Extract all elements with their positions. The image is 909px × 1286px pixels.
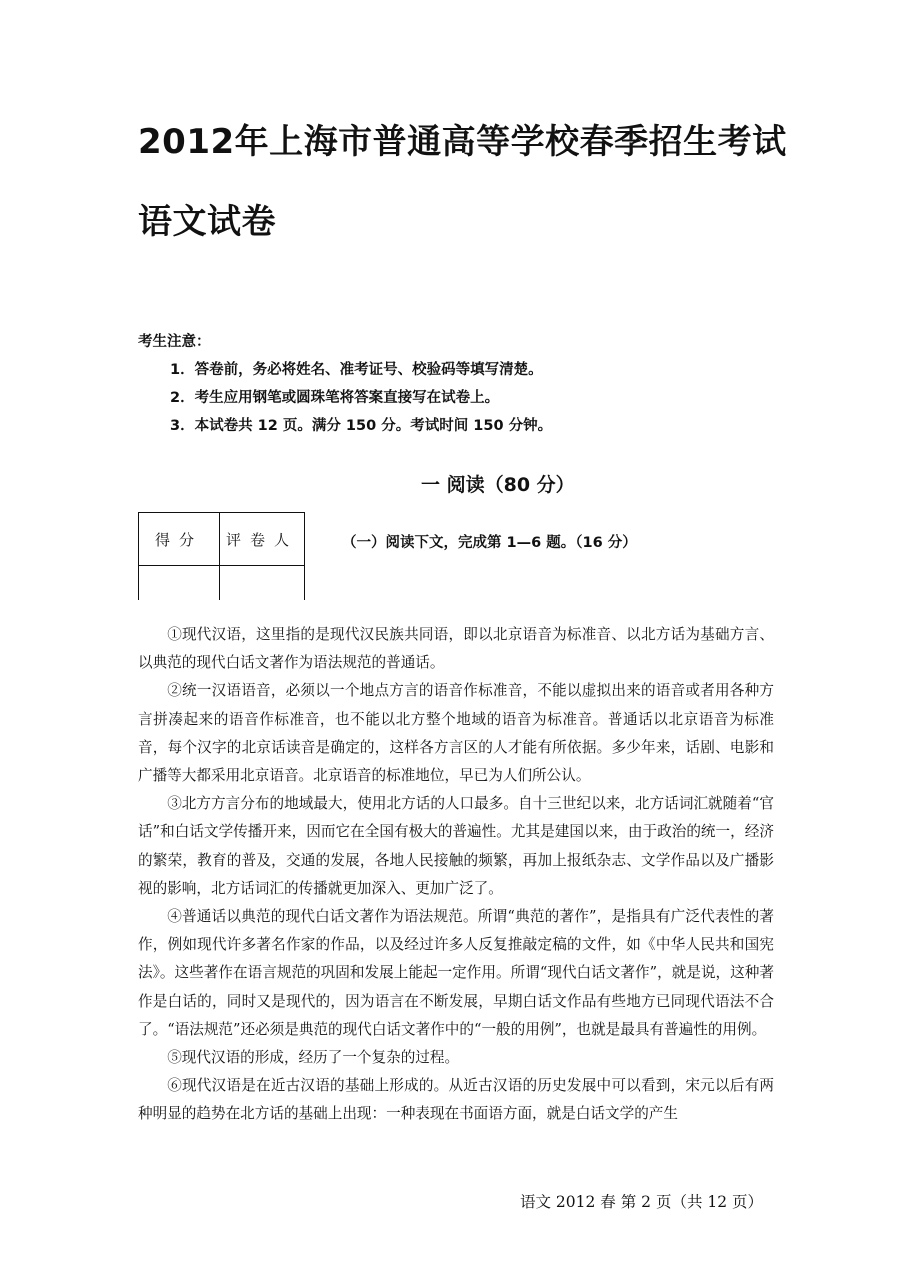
paragraph-4: ④普通话以典范的现代白话文著作为语法规范。所谓“典范的著作”，是指具有广泛代表性的著作，例如现代许多著名作家的作品，以及经过许多人反复推敲定稿的文件，如《中华人民共和国宪法》。这些著作在语言规范的巩固和发展上能起一定作用。所谓“现代白话文著作”，就是说，这种著作是白话的，同时又是现代的，因为语言在不断发展，早期白话文作品有些地方已同现代语法不合了。“语法规范”还必须是典范的现代白话文著作中的“一般的用例”，也就是最具有普遍性的用例。 [138, 908, 774, 1038]
grader-cell[interactable] [220, 566, 305, 601]
section-title: 一 阅读（80 分） [421, 474, 575, 496]
page-footer: 语文 2012 春 第 2 页（共 12 页） [520, 1193, 764, 1211]
paragraph-5: ⑤现代汉语的形成，经历了一个复杂的过程。 [167, 1049, 460, 1067]
notice-heading: 考生注意： [138, 334, 211, 350]
notice-item-1: 1．答卷前，务必将姓名、准考证号、校验码等填写清楚。 [170, 362, 543, 378]
paragraph-6: ⑥现代汉语是在近古汉语的基础上形成的。从近古汉语的历史发展中可以看到，宋元以后有两种明显的趋势在北方话的基础上出现：一种表现在书面语方面，就是白话文学的产生 [138, 1077, 774, 1123]
grader-header: 评卷人 [220, 513, 305, 566]
score-table [138, 512, 305, 600]
exam-subtitle: 语文试卷 [138, 202, 276, 242]
question-instruction: （一）阅读下文，完成第 1—6 题。（16 分） [342, 535, 637, 551]
paragraph-3: ③北方方言分布的地域最大，使用北方话的人口最多。自十三世纪以来，北方话词汇就随着“官话”和白话文学传播开来，因而它在全国有极大的普遍性。尤其是建国以来，由于政治的统一，经济的繁荣，教育的普及，交通的发展，各地人民接触的频繁，再加上报纸杂志、文学作品以及广播影视的影响，北方话词汇的传播就更加深入、更加广泛了。 [138, 795, 774, 897]
exam-title: 2012年上海市普通高等学校春季招生考试 [138, 122, 787, 162]
paragraph-1: ①现代汉语，这里指的是现代汉民族共同语，即以北京语音为标准音、以北方话为基础方言、以典范的现代白话文著作为语法规范的普通话。 [138, 626, 774, 672]
score-header: 得分 [139, 513, 220, 566]
reading-passage [138, 621, 774, 1129]
notice-item-2: 2．考生应用钢笔或圆珠笔将答案直接写在试卷上。 [170, 390, 500, 406]
notice-item-3: 3．本试卷共 12 页。满分 150 分。考试时间 150 分钟。 [170, 418, 553, 434]
score-cell[interactable] [139, 566, 220, 601]
paragraph-2: ②统一汉语语音，必须以一个地点方言的语音作标准音，不能以虚拟出来的语音或者用各种方言拼凑起来的语音作标准音，也不能以北方整个地域的语音为标准音。普通话以北京语音为标准音，每个汉字的北京话读音是确定的，这样各方言区的人才能有所依据。多少年来，话剧、电影和广播等大都采用北京语音。北京语音的标准地位，早已为人们所公认。 [138, 682, 774, 785]
